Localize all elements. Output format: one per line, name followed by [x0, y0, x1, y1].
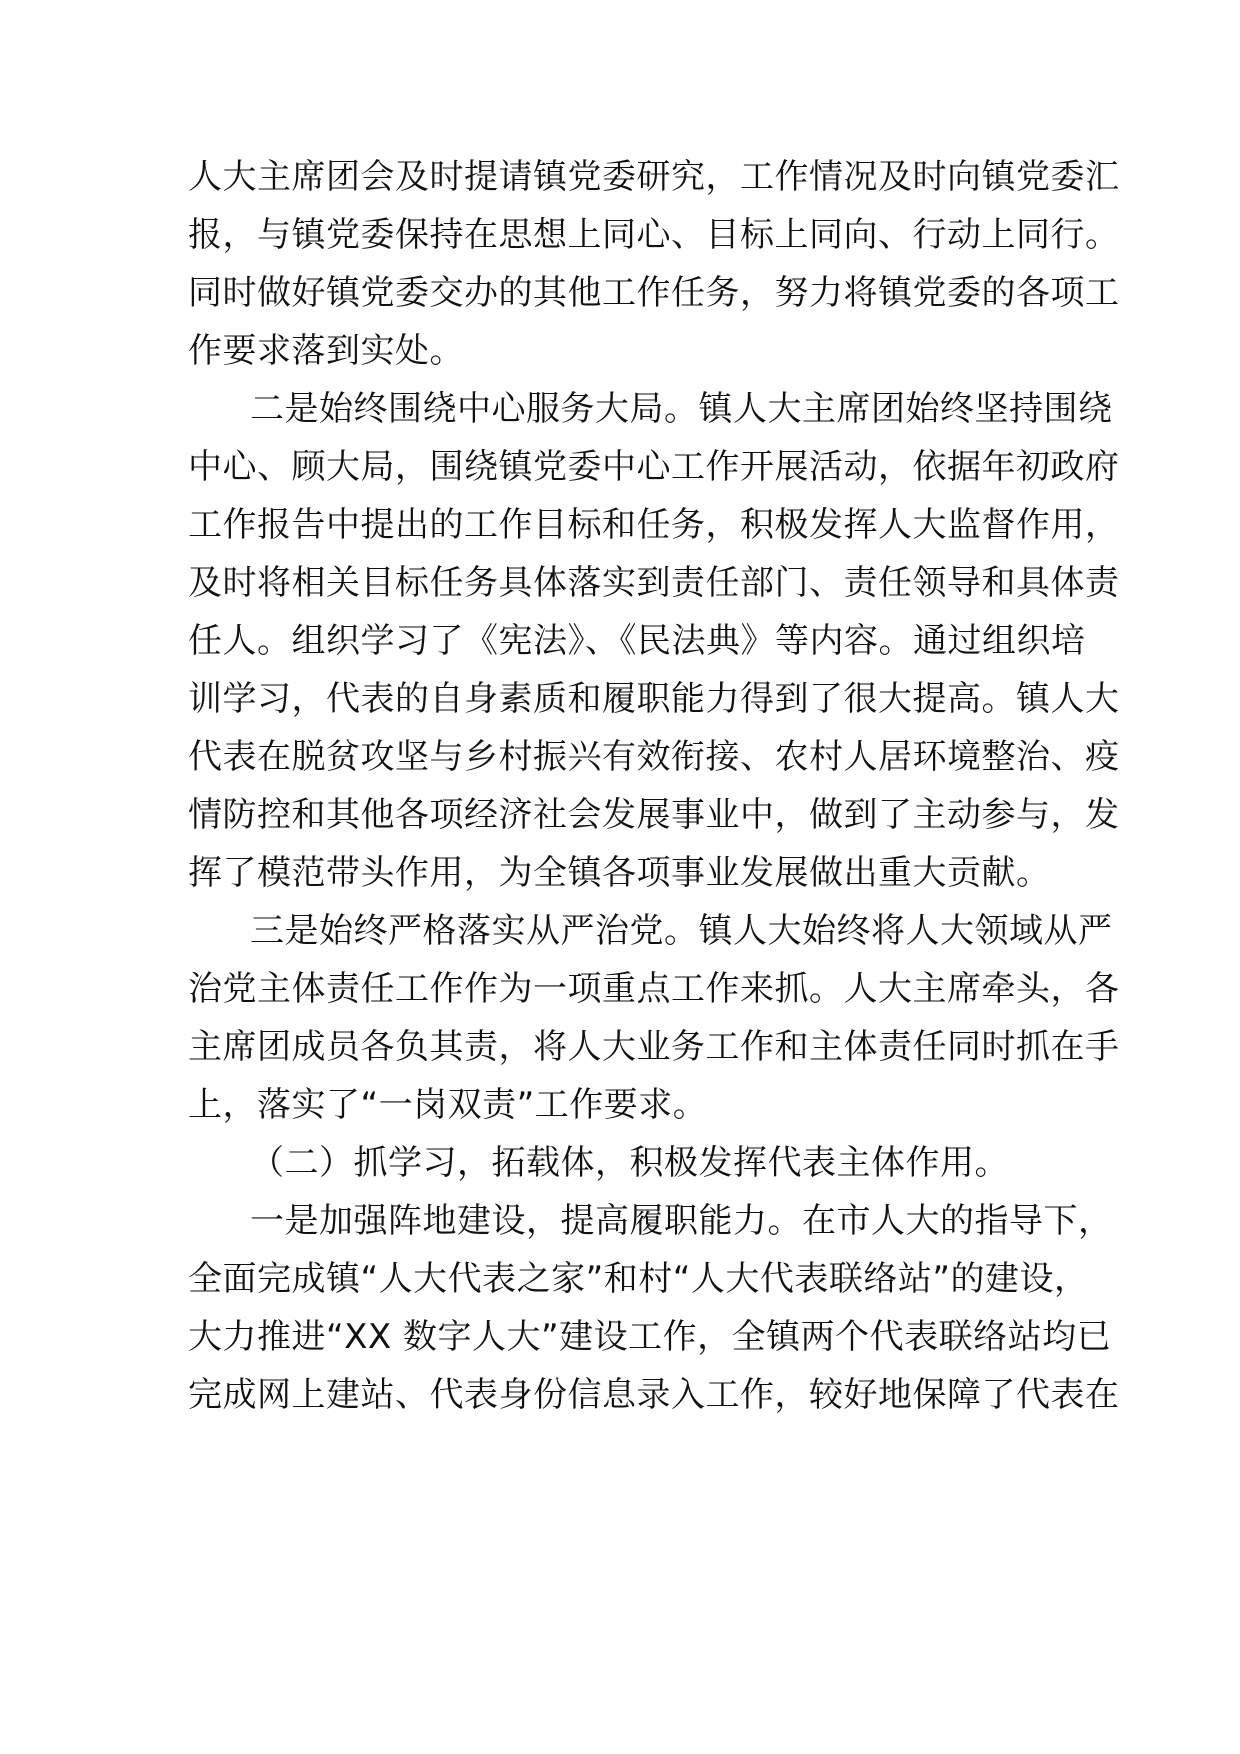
text-line: 训学习，代表的自身素质和履职能力得到了很大提高。镇人大: [188, 679, 1120, 719]
text-line: 主席团成员各负其责，将人大业务工作和主体责任同时抓在手: [188, 1027, 1120, 1067]
text-line: 代表在脱贫攻坚与乡村振兴有效衔接、农村人居环境整治、疫: [188, 737, 1120, 777]
text-line: 情防控和其他各项经济社会发展事业中，做到了主动参与，发: [188, 795, 1120, 835]
text-line: 工作报告中提出的工作目标和任务，积极发挥人大监督作用，: [188, 505, 1120, 545]
text-line: 治党主体责任工作作为一项重点工作来抓。人大主席牵头，各: [188, 969, 1120, 1009]
text-line: 人大主席团会及时提请镇党委研究，工作情况及时向镇党委汇: [188, 157, 1120, 197]
text-line: 完成网上建站、代表身份信息录入工作，较好地保障了代表在: [188, 1375, 1120, 1415]
paragraph-start-line: 二是始终围绕中心服务大局。镇人大主席团始终坚持围绕: [250, 389, 1113, 429]
text-line: 及时将相关目标任务具体落实到责任部门、责任领导和具体责: [188, 563, 1120, 603]
paragraph-start-line: 三是始终严格落实从严治党。镇人大始终将人大领域从严: [250, 911, 1113, 951]
text-line: 中心、顾大局，围绕镇党委中心工作开展活动，依据年初政府: [188, 447, 1120, 487]
text-line: 挥了模范带头作用，为全镇各项事业发展做出重大贡献。: [188, 853, 1051, 893]
text-line: 任人。组织学习了《宪法》、《民法典》等内容。通过组织培: [188, 621, 1086, 661]
section-heading: （二）抓学习，拓载体，积极发挥代表主体作用。: [250, 1143, 1009, 1183]
text-line: 作要求落到实处。: [188, 331, 464, 371]
text-line: 报，与镇党委保持在思想上同心、目标上同向、行动上同行。: [188, 215, 1120, 255]
text-line: 同时做好镇党委交办的其他工作任务，努力将镇党委的各项工: [188, 273, 1120, 313]
paragraph-start-line: 一是加强阵地建设，提高履职能力。在市人大的指导下，: [250, 1201, 1113, 1241]
text-line: 上，落实了“一岗双责”工作要求。: [188, 1085, 708, 1125]
text-line: 全面完成镇“人大代表之家”和村“人大代表联络站”的建设，: [188, 1259, 1089, 1299]
text-line: 大力推进“XX 数字人大”建设工作，全镇两个代表联络站均已: [188, 1317, 1112, 1357]
